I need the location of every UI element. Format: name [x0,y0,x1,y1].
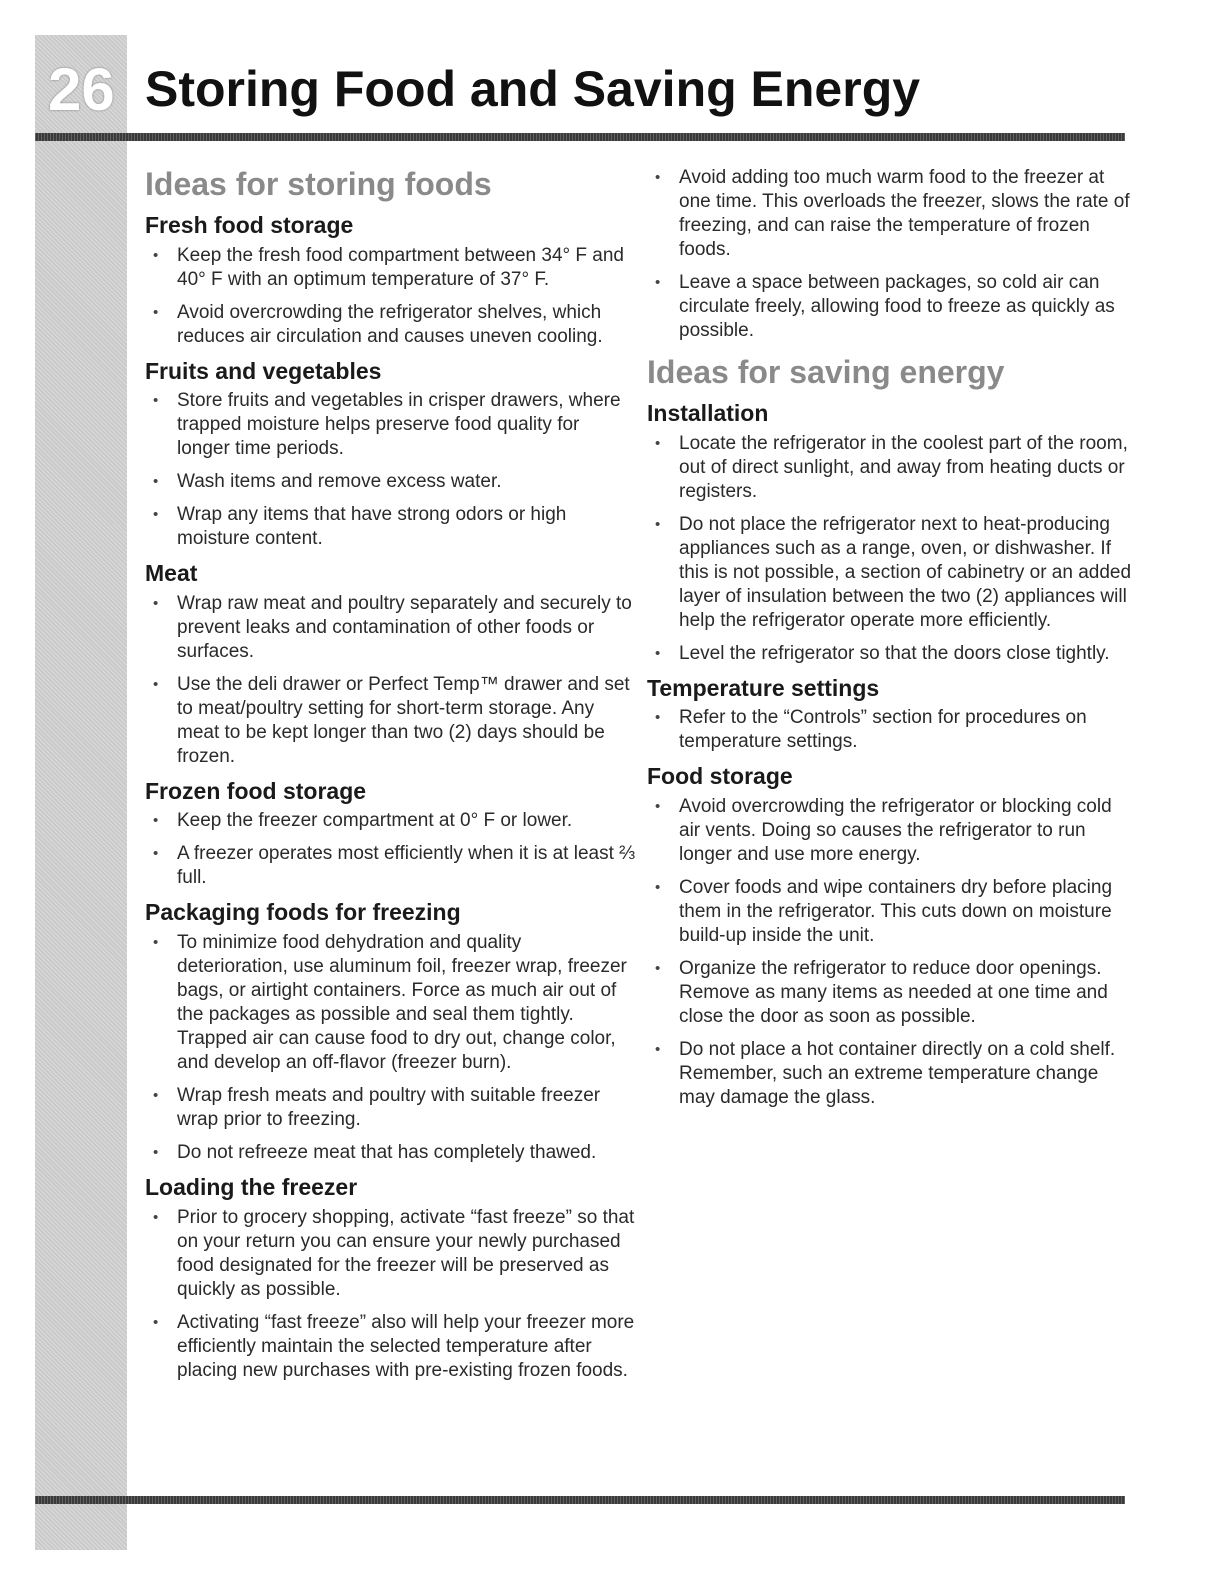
footer-rule [35,1496,1125,1504]
list-item: • Do not place the refrigerator next to heat-producing appliances such as a range, oven, or dishwasher. If this is not possible, a section of cabinetry or an added layer of insulation between the two (2) appliances will help the refrigerator operate more efficiently. [679,513,1137,633]
food-storage-list [647,795,1137,1110]
list-item: • Refer to the “Controls” section for procedures on temperature settings. [679,706,1137,754]
meat-heading: Meat [145,560,198,587]
list-item: • Do not refreeze meat that has completely thawed. [177,1141,635,1165]
food-storage-heading: Food storage [647,763,793,790]
list-item: • Activating “fast freeze” also will help your freezer more efficiently maintain the selected temperature after placing new purchases with pre-existing frozen foods. [177,1311,635,1383]
meat-list [145,592,635,769]
page-title: Storing Food and Saving Energy [145,61,921,117]
storing-section-title: Ideas for storing foods [145,166,492,202]
loading-freezer-heading: Loading the freezer [145,1173,358,1200]
list-item: • Keep the fresh food compartment between 34° F and 40° F with an optimum temperature of 37° F. [177,244,635,292]
list-item: • Cover foods and wipe containers dry before placing them in the refrigerator. This cuts down on moisture build-up inside the unit. [679,876,1137,948]
list-item: • Use the deli drawer or Perfect Temp™ drawer and set to meat/poultry setting for short-term storage. Any meat to be kept longer than two (2) days should be frozen. [177,673,635,769]
list-item: • Level the refrigerator so that the doors close tightly. [679,642,1137,666]
list-item: • Avoid adding too much warm food to the freezer at one time. This overloads the freezer, slows the rate of freezing, and can raise the temperature of frozen foods. [679,166,1137,262]
list-item: • Prior to grocery shopping, activate “fast freeze” so that on your return you can ensure your newly purchased food designated for the freezer will be preserved as quickly as possible. [177,1206,635,1302]
fresh-food-heading: Fresh food storage [145,212,354,238]
list-item: • Leave a space between packages, so cold air can circulate freely, allowing food to freeze as quickly as possible. [679,271,1137,343]
list-item: • Wrap raw meat and poultry separately and securely to prevent leaks and contamination of other foods or surfaces. [177,592,635,664]
list-item: • Store fruits and vegetables in crisper drawers, where trapped moisture helps preserve food quality for longer time periods. [177,389,635,461]
list-item: • Do not place a hot container directly on a cold shelf. Remember, such an extreme temperature change may damage the glass. [679,1038,1137,1110]
header-rule [35,133,1125,141]
temperature-settings-heading: Temperature settings [647,674,880,701]
right-column [647,160,1137,1119]
fresh-food-list [145,244,635,349]
list-item: • Avoid overcrowding the refrigerator or blocking cold air vents. Doing so causes the refrigerator to run longer and use more energy. [679,795,1137,867]
frozen-food-heading: Frozen food storage [145,777,367,804]
loading-freezer-list-continued [647,166,1137,343]
list-item: • Avoid overcrowding the refrigerator shelves, which reduces air circulation and causes uneven cooling. [177,301,635,349]
list-item: • Locate the refrigerator in the coolest part of the room, out of direct sunlight, and away from heating ducts or registers. [679,432,1137,504]
loading-freezer-list [145,1206,635,1383]
left-column [145,160,635,1392]
list-item: • Keep the freezer compartment at 0° F or lower. [177,809,635,833]
left-margin-stripe [35,35,127,1550]
fruits-vegetables-heading: Fruits and vegetables [145,357,382,384]
installation-list [647,432,1137,666]
page-number: 26 [48,56,115,123]
packaging-list [145,931,635,1165]
list-item: • A freezer operates most efficiently when it is at least ⅔ full. [177,842,635,890]
list-item: • To minimize food dehydration and quality deterioration, use aluminum foil, freezer wrap, freezer bags, or airtight containers. Force as much air out of the packages as possible and seal them tightly. Trapped air can cause food to dry out, change color, and develop an off-flavor (freezer burn). [177,931,635,1075]
fruits-vegetables-list [145,389,635,551]
packaging-heading: Packaging foods for freezing [145,899,461,926]
list-item: • Wrap any items that have strong odors or high moisture content. [177,503,635,551]
list-item: • Wrap fresh meats and poultry with suitable freezer wrap prior to freezing. [177,1084,635,1132]
installation-heading: Installation [647,400,769,426]
saving-section-title: Ideas for saving energy [647,354,1005,390]
list-item: • Organize the refrigerator to reduce door openings. Remove as many items as needed at one time and close the door as soon as possible. [679,957,1137,1029]
frozen-food-list [145,809,635,890]
list-item: • Wash items and remove excess water. [177,470,635,494]
temperature-settings-list [647,706,1137,754]
